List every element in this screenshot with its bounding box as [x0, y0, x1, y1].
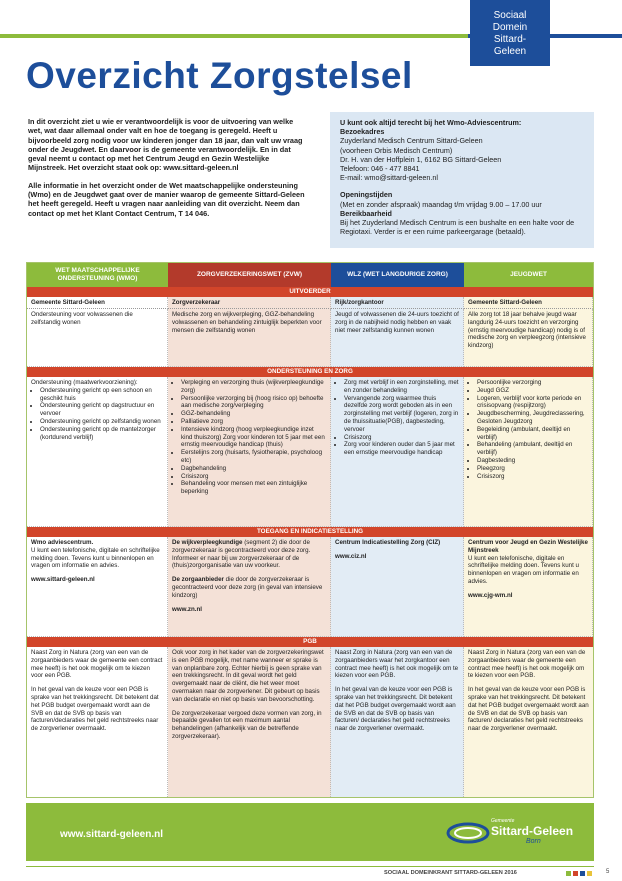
pgb-zvw-text: De zorgverzekeraar vergoed deze vormen van zorg, in bepaalde gevallen tot een maximum aantal behandelingen (afhankelijk van de betreffende zorgverzekeraar). [172, 709, 322, 740]
col-header-wmo: WET MAATSCHAPPELIJKE ONDERSTEUNING (WMO) [27, 263, 168, 287]
visit-email[interactable]: E-mail: wmo@sittard-geleen.nl [340, 173, 438, 183]
list-item: • Jeugd GGZ [477, 387, 588, 395]
list-item: • Behandeling (ambulant, deeltijd en verblijf) [477, 441, 588, 457]
toegang-wmo-text: U kunt een telefonische, digitale en schriftelijke melding doen. Tevens kunt u binnenlopen en vragen om informatie en advies. [31, 546, 160, 570]
pgb-jeugdwet-text: In het geval van de keuze voor een PGB is sprake van het trekkingsrecht. Dit betekent dat het PGB budget overgemaakt wordt aan de SVB en dat de SVB op basis van facturen/ declaraties het geld rechtstreeks naar de zorgverlener overmaakt. [468, 686, 589, 733]
band-toegang: TOEGANG EN INDICATIESTELLING [27, 527, 593, 537]
brand-line: Sittard- [493, 34, 527, 45]
reach-line: Bij het Zuyderland Medisch Centrum is een bushalte en een halte voor de Regiotaxi. Verder is er een ruime parkeergarage (betaald). [340, 218, 575, 237]
band-pgb: PGB [27, 637, 593, 647]
toegang-wlz-link[interactable]: www.ciz.nl [335, 552, 367, 560]
ondersteuning-wlz [331, 377, 464, 527]
list-item: • Crisiszorg [344, 434, 459, 442]
toegang-zvw-link[interactable]: www.zn.nl [172, 605, 203, 613]
list-item: • Dagbehandeling [181, 465, 326, 473]
logo-sub-text: Born [526, 838, 541, 845]
uitvoerder-wmo: Ondersteuning voor volwassenen die zelfstandig wonen [27, 309, 168, 367]
brand-line: Geleen [493, 46, 527, 57]
uitvoerder-wmo-heading: Gemeente Sittard-Geleen [27, 297, 168, 309]
ondersteuning-wmo [27, 377, 168, 527]
toegang-wmo-heading: Wmo adviescentrum. [31, 539, 94, 546]
intro-text [28, 117, 306, 226]
toegang-wlz-heading: Centrum Indicatiestelling Zorg (CIZ) [335, 539, 441, 546]
list-item: • Crisiszorg [181, 473, 326, 481]
pgb-zvw-text: Ook voor zorg in het kader van de zorgverzekeringswet is een PGB mogelijk, met name wanneer er sprake is van onplanbare zorg. Echter hierbij is geen sprake van een trekkingsrecht. In dit geval wordt het geld overgemaakt naar de cliënt, die het weer moet overmaken naar de zorgverlener. Dit gebeurt op basis van declaratie en niet op basis van bevoorschotting. [172, 649, 324, 703]
list-item: • GGZ-behandeling [181, 410, 326, 418]
list-item: • Logeren, verblijf voor korte periode en crisisopvang (respijtzorg) [477, 395, 588, 411]
band-uitvoerder: UITVOERDER [27, 287, 593, 297]
hours-line: (Met en zonder afspraak) maandag t/m vrijdag 9.00 – 17.00 uur [340, 199, 542, 209]
uitvoerder-wlz-heading: Rijk/zorgkantoor [331, 297, 464, 309]
visit-line: Zuyderland Medisch Centrum Sittard-Geleen [340, 136, 483, 146]
footer-square [573, 871, 578, 876]
list-item: • Vervangende zorg waarmee thuis dezelfde zorg wordt geboden als in een zorginstelling met verblijf (logeren, zorg in de thuissituatie(PGB), dagbesteding, vervoer [344, 395, 459, 434]
logo-main-text: Sittard-Geleen [491, 824, 574, 838]
toegang-wlz [331, 537, 464, 637]
toegang-zvw-text-2: die door de zorgverzekeraar is gecontracteerd voor deze zorg (in geval van intensieve kindzorg) [172, 576, 323, 599]
footer-publication: SOCIAAL DOMEINKRANT SITTARD-GELEEN 2016 [384, 870, 517, 876]
footer-square [580, 871, 585, 876]
visit-heading: Bezoekadres [340, 127, 385, 137]
list-item: • Jeugdbescherming, Jeugdreclassering, Gesloten Jeugdzorg [477, 410, 588, 426]
pgb-jeugdwet-text: Naast Zorg in Natura (zorg van een van de zorgaanbieders waar de gemeente een contract mee heeft) is het ook mogelijk om te kiezen voor een PGB. [468, 649, 586, 680]
footer-url-link[interactable]: www.sittard-geleen.nl [60, 829, 163, 840]
footer-divider [26, 866, 594, 867]
list-item: • Ondersteuning gericht op de mantelzorger (kortdurend verblijf) [40, 426, 163, 442]
list-item: • Ondersteuning gericht op dagstructuur en vervoer [40, 402, 163, 418]
pgb-wlz-text: In het geval van de keuze voor een PGB is sprake van het trekkingsrecht. Dit betekent dat het PGB budget overgemaakt wordt aan de SVB en dat de SVB op basis van facturen/ declaraties het geld rechtstreeks naar de zorgverlener overmaakt. [335, 686, 456, 733]
list-item: • Verpleging en verzorging thuis (wijkverpleegkundige zorg) [181, 379, 326, 395]
pgb-zvw [168, 647, 331, 797]
pgb-wmo-text: Naast Zorg in Natura (zorg van een van de zorgaanbieders waar de gemeente een contract mee heeft) is het ook mogelijk om te kiezen voor een PGB. [31, 649, 163, 680]
list-item: • Dagbesteding [477, 457, 588, 465]
ondersteuning-zvw [168, 377, 331, 527]
header-green-bar [0, 34, 468, 38]
intro-paragraph: Alle informatie in het overzicht onder de Wet maatschappelijke ondersteuning (Wmo) en de Jeugdwet gaat over de manier waarop de gemeente Sittard-Geleen het heeft geregeld. Heeft u vragen naar aanleiding van dit overzicht. Neem dan contact op met het Klant Contact Centrum, T 14 046. [28, 180, 305, 218]
pgb-wlz [331, 647, 464, 797]
uitvoerder-zvw-heading: Zorgverzekeraar [168, 297, 331, 309]
visit-line: Dr. H. van der Hoffplein 1, 6162 BG Sittard-Geleen [340, 154, 502, 164]
list-item: • Persoonlijke verzorging bij (hoog risico op) behoefte aan medische zorg/verpleging [181, 395, 326, 411]
list-item: • Intensieve kindzorg (hoog verpleegkundige inzet kind thuiszorg) Zorg voor kinderen tot 5 jaar met een ernstig meervoudige handicap (thuis) [181, 426, 326, 449]
brand-line: Domein [492, 22, 528, 33]
list-item: • Ondersteuning gericht op een schoon en geschikt huis [40, 387, 163, 403]
toegang-jeugdwet-heading: Centrum voor Jeugd en Gezin Westelijke Mijnstreek [468, 539, 588, 554]
toegang-wmo-link[interactable]: www.sittard-geleen.nl [31, 576, 95, 584]
col-header-zvw: ZORGVERZEKERINGSWET (ZVW) [168, 263, 331, 287]
list-item: • Behandeling voor mensen met een zintuiglijke beperking [181, 480, 326, 496]
page-number: 5 [606, 869, 610, 875]
visit-line: Telefoon: 046 - 477 8841 [340, 164, 420, 174]
logo-swoosh-icon [446, 816, 490, 850]
list-item: • Zorg voor kinderen ouder dan 5 jaar met een ernstige meervoudige handicap [344, 441, 459, 457]
toegang-wmo [27, 537, 168, 637]
uitvoerder-jeugdwet-heading: Gemeente Sittard-Geleen [464, 297, 593, 309]
toegang-zvw-text: (segment 2) die door de zorgverzekeraar is gecontracteerd voor deze zorg. Informeer er naar bij uw zorgverzekeraar of de (thuis)zorgorganisatie van uw voorkeur. [172, 539, 311, 570]
logo-small-text: Gemeente [491, 818, 515, 824]
visit-line: (voorheen Orbis Medisch Centrum) [340, 145, 453, 155]
toegang-zvw-heading-2: De zorgaanbieder [172, 576, 224, 584]
info-heading: U kunt ook altijd terecht bij het Wmo-Adviescentrum: [340, 118, 522, 127]
intro-paragraph: In dit overzicht ziet u wie er verantwoordelijk is voor de uitvoering van welke wet, wat daar allemaal onder valt en hoe de toegang is geregeld. Heeft u bijvoorbeeld zorg nodig voor uw kinderen jonger dan 18 jaar, dan valt uw vraag onder de Jeugdwet. En daarvoor is de gemeente verantwoordelijk. En in dat geval neemt u contact op met het Centrum Jeugd en Gezin Westelijke Mijnstreek. Het overzicht staat ook op: www.sittard-geleen.nl [28, 117, 303, 173]
page-title: Overzicht Zorgstelsel [26, 55, 413, 96]
list-item: • Crisiszorg [477, 473, 588, 481]
footer-square [587, 871, 592, 876]
brand-tab [470, 0, 550, 66]
col-header-jeugdwet: JEUGDWET [464, 263, 593, 287]
footer-square [566, 871, 571, 876]
pgb-jeugdwet [464, 647, 593, 797]
wmo-info-box [330, 112, 594, 248]
pgb-wmo [27, 647, 168, 797]
toegang-jeugdwet-link[interactable]: www.cjg-wm.nl [468, 591, 513, 599]
list-item: • Pleegzorg [477, 465, 588, 473]
toegang-zvw-heading: De wijkverpleegkundige [172, 539, 243, 546]
list-item: • Eerstelijns zorg (huisarts, fysiotherapie, psycholoog etc) [181, 449, 326, 465]
zorgstelsel-table [26, 262, 594, 798]
toegang-jeugdwet [464, 537, 593, 637]
pgb-wlz-text: Naast Zorg in Natura (zorg van een van de zorgaanbieders waar het zorgkantoor een contract mee heeft) is het ook mogelijk om te kiezen voor een PGB. [335, 649, 459, 680]
ondersteuning-jeugdwet [464, 377, 593, 527]
uitvoerder-zvw: Medische zorg en wijkverpleging, GGZ-behandeling volwassenen en behandeling zintuiglijk beperkten voor mensen die zelfstandig wonen [168, 309, 331, 367]
reach-heading: Bereikbaarheid [340, 208, 392, 218]
pgb-wmo-text: In het geval van de keuze voor een PGB is sprake van het trekkingsrecht. Dit betekent dat het PGB budget overgemaakt wordt aan de SVB en dat de SVB op basis van facturen/declaraties het geld rechtstreeks naar de zorgverlener overmaakt. [31, 686, 159, 733]
toegang-jeugdwet-text: U kunt een telefonische, digitale en schriftelijke melding doen. Tevens kunt u binnenlopen en vragen om informatie en advies. [468, 554, 579, 585]
list-item: • Ondersteuning gericht op zelfstandig wonen [40, 418, 163, 426]
list-item: • Zorg met verblijf in een zorginstelling, met en zonder behandeling [344, 379, 459, 395]
list-item: • Palliatieve zorg [181, 418, 326, 426]
uitvoerder-jeugdwet: Alle zorg tot 18 jaar behalve jeugd waar langdurig 24-uurs toezicht en verzorging (ernstig meervoudige handicap) nodig is of medische zorg en verpleegzorg (intensieve kindzorg) [464, 309, 593, 367]
toegang-zvw [168, 537, 331, 637]
hours-heading: Openingstijden [340, 190, 393, 200]
list-item: • Begeleiding (ambulant, deeltijd en verblijf) [477, 426, 588, 442]
brand-line: Sociaal [493, 10, 527, 21]
list-item: • Persoonlijke verzorging [477, 379, 588, 387]
gemeente-logo [446, 816, 572, 850]
col-header-wlz: WLZ (WET LANGDURIGE ZORG) [331, 263, 464, 287]
uitvoerder-wlz: Jeugd of volwassenen die 24-uurs toezicht of zorg in de nabijheid nodig hebben en vaak niet meer zelfstandig kunnen wonen [331, 309, 464, 367]
ondersteuning-wmo-intro: Ondersteuning (maatwerkvoorziening): [31, 379, 138, 386]
band-ondersteuning: ONDERSTEUNING EN ZORG [27, 367, 593, 377]
